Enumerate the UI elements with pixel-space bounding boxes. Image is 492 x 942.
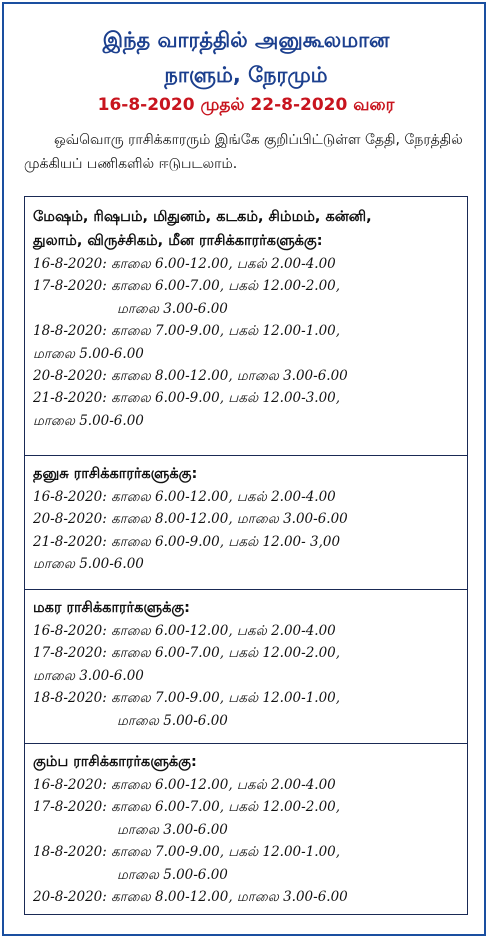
schedule-line: 16-8-2020: காலை 6.00-12.00, பகல் 2.00-4.00 xyxy=(33,777,336,793)
schedule-line: மாலை 5.00-6.00 xyxy=(33,412,144,429)
date-range: 16-8-2020 முதல் 22-8-2020 வரை xyxy=(97,95,395,115)
schedule-line: 20-8-2020: காலை 8.00-12.00, மாலை 3.00-6.00 xyxy=(33,368,348,385)
schedule-line: 20-8-2020: காலை 8.00-12.00, மாலை 3.00-6.00 xyxy=(33,889,348,906)
schedule-line: மாலை 5.00-6.00 xyxy=(117,712,228,729)
page-title-line-2: நாளும், நேரமும் xyxy=(164,63,328,87)
section-dhanusu xyxy=(25,455,467,576)
section-kumbha xyxy=(25,743,467,908)
section-heading: கும்ப ராசிக்காரர்களுக்கு: xyxy=(33,754,197,770)
section-heading: மேஷம், ரிஷபம், மிதுனம், கடகம், சிம்மம், கன்னி, xyxy=(33,209,372,225)
schedule-box xyxy=(24,196,468,915)
schedule-line: மாலை 5.00-6.00 xyxy=(117,866,228,883)
schedule-line: 17-8-2020: காலை 6.00-7.00, பகல் 12.00-2.00, xyxy=(33,645,341,662)
page-title-line-1: இந்த வாரத்தில் அனுகூலமான xyxy=(102,28,390,52)
intro-paragraph: ஒவ்வொரு ராசிக்காரரும் இங்கே குறிப்பிட்டுள்ள தேதி, நேரத்தில் முக்கியப் பணிகளில் ஈடுபடலாம். xyxy=(24,132,463,172)
schedule-line: 18-8-2020: காலை 7.00-9.00, பகல் 12.00-1.00, xyxy=(33,690,341,707)
schedule-line: 16-8-2020: காலை 6.00-12.00, பகல் 2.00-4.00 xyxy=(33,489,336,505)
schedule-line: 18-8-2020: காலை 7.00-9.00, பகல் 12.00-1.00, xyxy=(33,323,341,340)
schedule-line: மாலை 5.00-6.00 xyxy=(33,556,144,573)
schedule-line: 21-8-2020: காலை 6.00-9.00, பகல் 12.00-3.00, xyxy=(33,390,341,407)
schedule-line: மாலை 3.00-6.00 xyxy=(117,300,228,317)
section-heading: துலாம், விருச்சிகம், மீன ராசிக்காரர்களுக்கு: xyxy=(33,233,323,249)
section-heading: மகர ராசிக்காரர்களுக்கு: xyxy=(33,600,190,616)
schedule-line: 21-8-2020: காலை 6.00-9.00, பகல் 12.00- 3,00 xyxy=(33,533,341,550)
schedule-line: 17-8-2020: காலை 6.00-7.00, பகல் 12.00-2.00, xyxy=(33,278,341,295)
schedule-line: மாலை 3.00-6.00 xyxy=(117,821,228,838)
section-heading: தனுசு ராசிக்காரர்களுக்கு: xyxy=(33,466,198,482)
schedule-line: 20-8-2020: காலை 8.00-12.00, மாலை 3.00-6.00 xyxy=(33,511,348,528)
schedule-line: மாலை 3.00-6.00 xyxy=(33,667,144,684)
schedule-line: மாலை 5.00-6.00 xyxy=(33,345,144,362)
schedule-line: 16-8-2020: காலை 6.00-12.00, பகல் 2.00-4.00 xyxy=(33,256,336,272)
schedule-line: 16-8-2020: காலை 6.00-12.00, பகல் 2.00-4.00 xyxy=(33,623,336,639)
section-makara xyxy=(25,589,467,732)
schedule-line: 18-8-2020: காலை 7.00-9.00, பகல் 12.00-1.00, xyxy=(33,844,341,861)
section-mesham-group xyxy=(25,205,467,432)
schedule-line: 17-8-2020: காலை 6.00-7.00, பகல் 12.00-2.00, xyxy=(33,799,341,816)
